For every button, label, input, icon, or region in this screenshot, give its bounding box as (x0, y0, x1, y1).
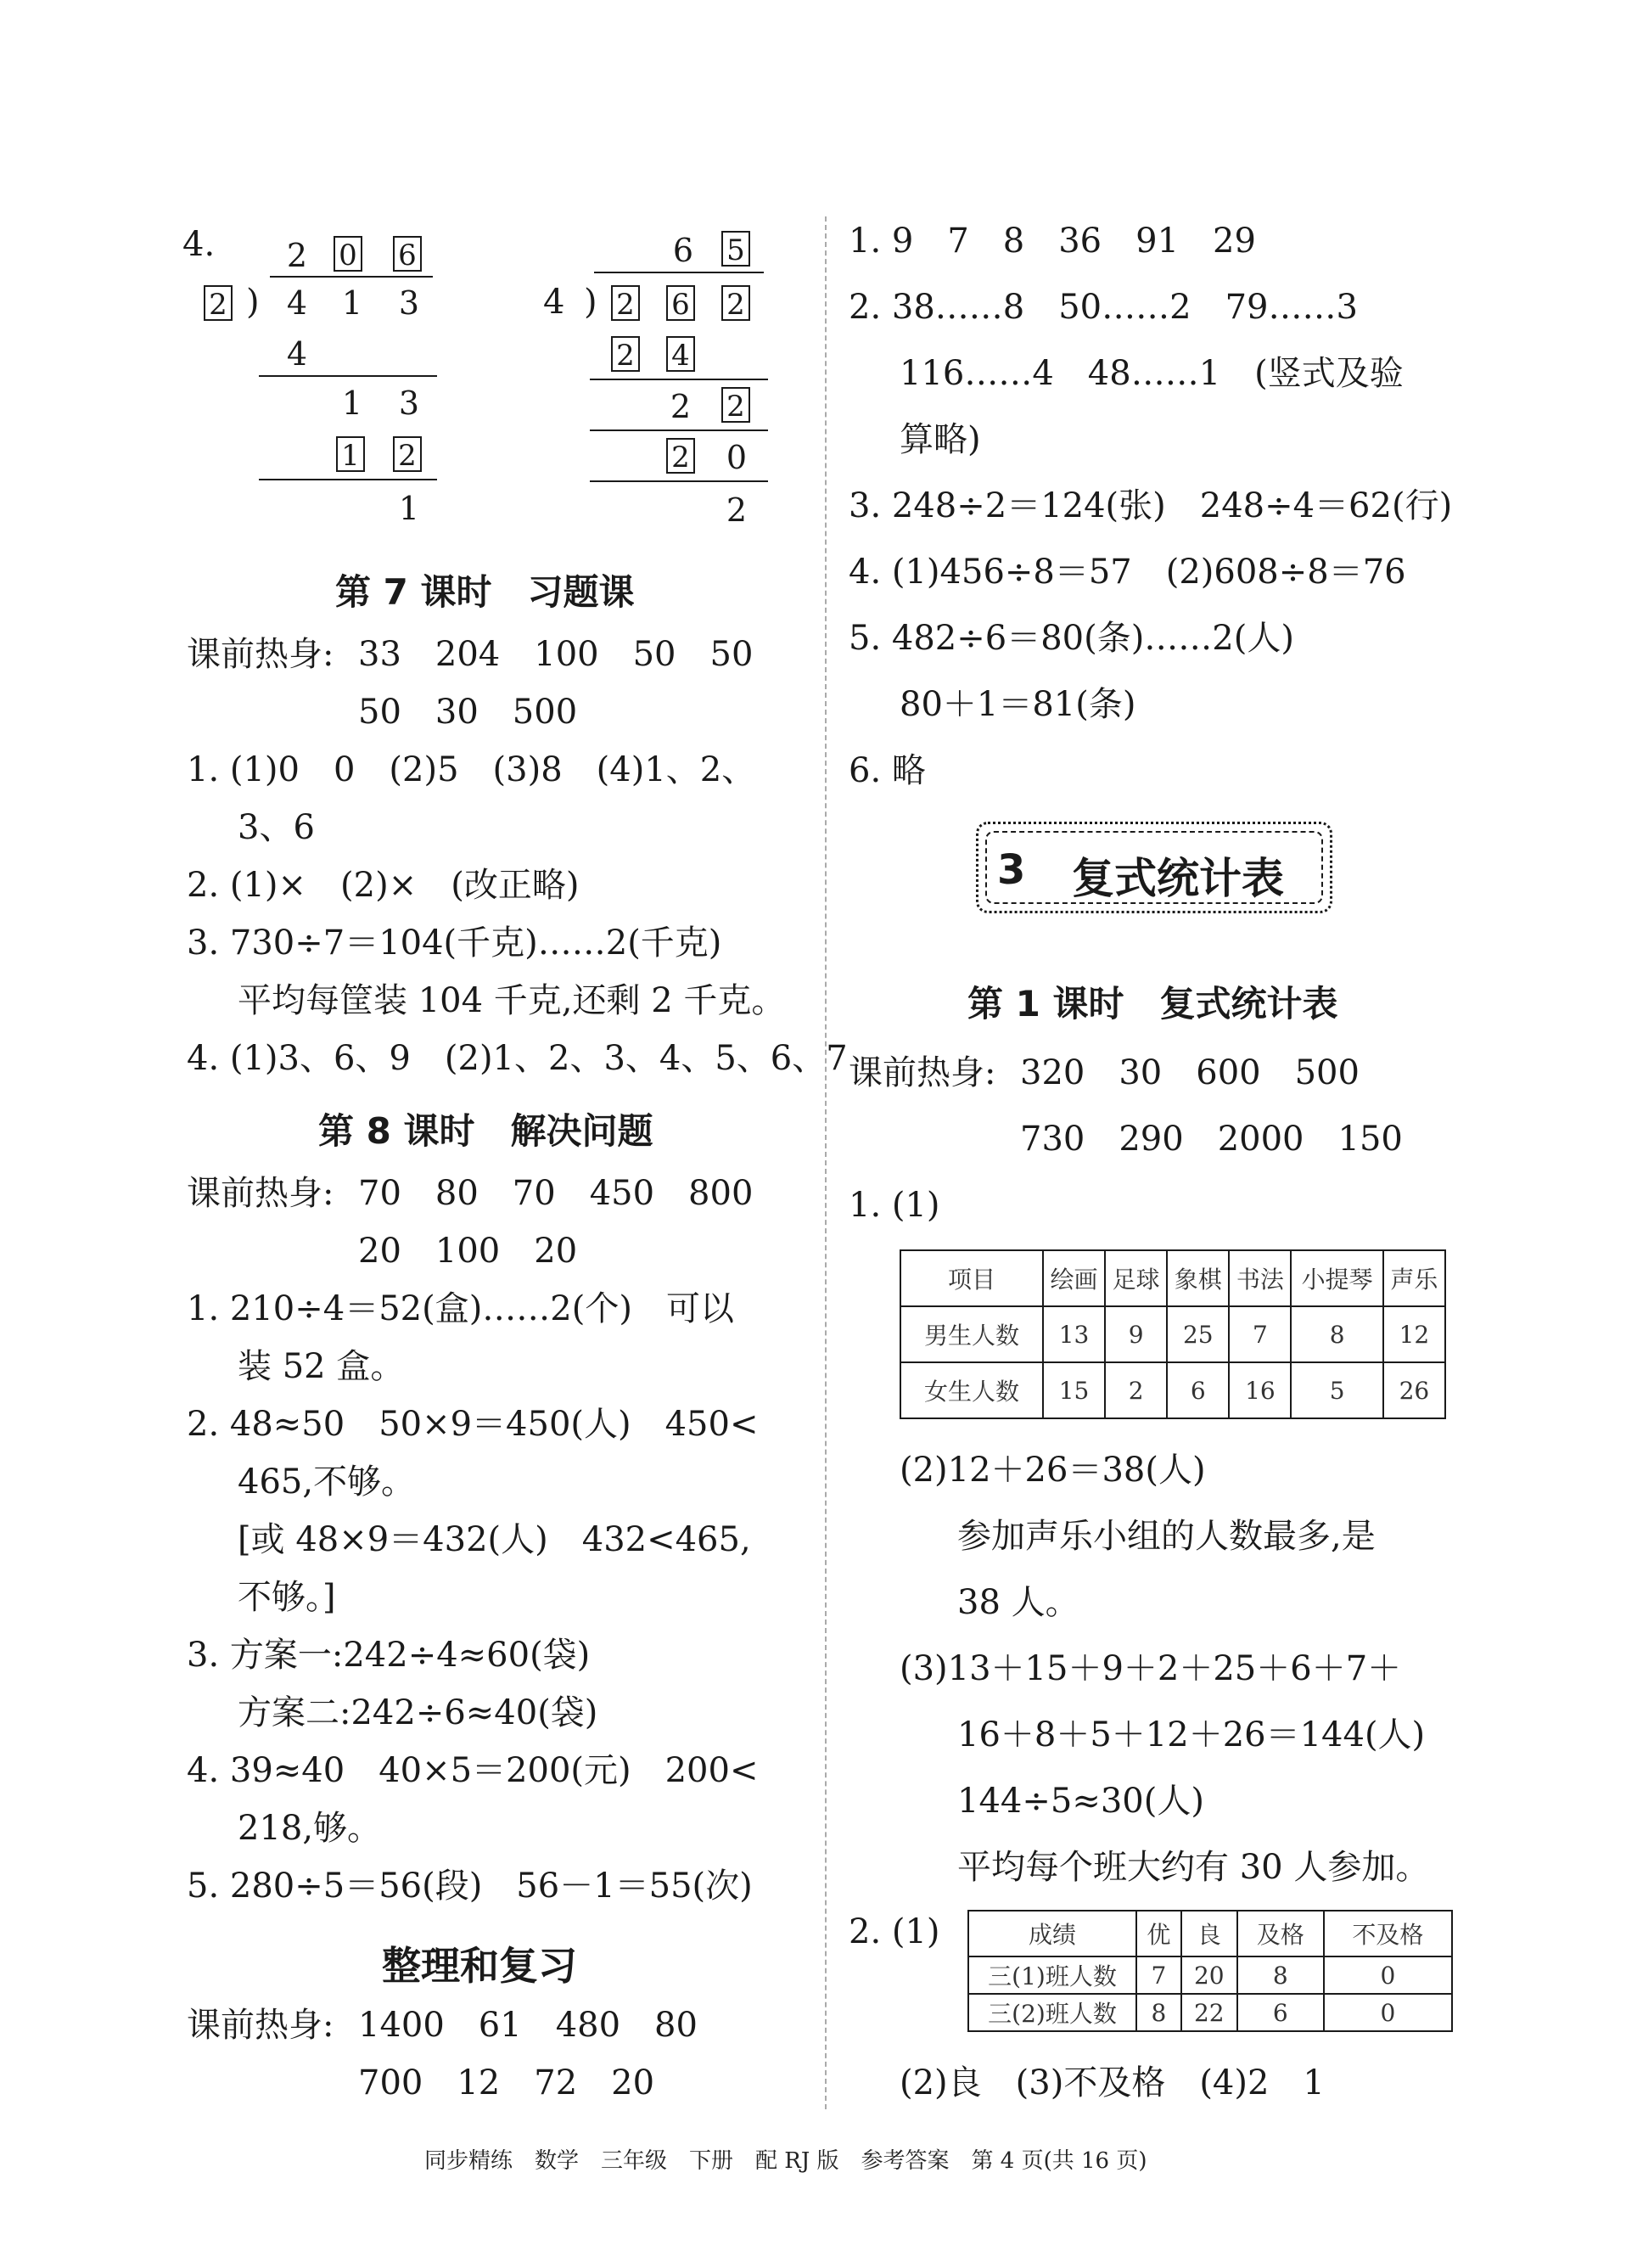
div2-step1-2: 4 (666, 336, 695, 372)
lesson8-item: 方案二:242÷6≈40(袋) (238, 1693, 598, 1732)
lesson8-item: 3. 方案一:242÷4≈60(袋) (187, 1636, 591, 1675)
review-warmup-label: 课前热身: (187, 2006, 334, 2045)
lesson7-title: 第 7 课时 习题课 (335, 571, 635, 613)
q1-line: (2)12＋26＝38(人) (900, 1451, 1206, 1490)
lesson7-warmup-line1: 33 204 100 50 50 (358, 635, 754, 674)
div1-bracket: ) (246, 283, 260, 322)
div1-quotient-3: 6 (393, 236, 422, 272)
lesson8-warmup-line1: 70 80 70 450 800 (358, 1174, 754, 1213)
div2-divisor: 4 (543, 283, 565, 322)
div2-dividend-3: 2 (721, 285, 750, 321)
table-1-header: 项目 (900, 1250, 1043, 1306)
lesson8-item: 4. 39≈40 40×5＝200(元) 200< (187, 1751, 759, 1790)
lesson1-q2-label: 2. (1) (849, 1912, 940, 1951)
lesson7-warmup-label: 课前热身: (187, 635, 334, 674)
lesson8-item: 装 52 盒。 (238, 1347, 405, 1386)
right-item: 算略) (900, 420, 981, 459)
table-row: 三(1)班人数 7 20 8 0 (968, 1956, 1452, 1994)
unit-title: 复式统计表 (1072, 854, 1284, 903)
table-row: 女生人数 15 2 6 16 5 26 (900, 1362, 1445, 1418)
div2-quotient-2: 5 (721, 231, 750, 267)
column-divider (825, 216, 827, 2109)
q2-rest: (2)良 (3)不及格 (4)2 1 (900, 2063, 1325, 2102)
div2-step1-1: 2 (611, 336, 640, 372)
right-item: 4. (1)456÷8＝57 (2)608÷8＝76 (849, 553, 1406, 592)
div1-quotient-1: 2 (286, 237, 308, 274)
lesson1-warmup-line1: 320 30 600 500 (1020, 1053, 1360, 1092)
lesson8-item: 不够。] (238, 1578, 336, 1617)
table-1-header: 声乐 (1383, 1250, 1445, 1306)
table-1-header: 象棋 (1167, 1250, 1229, 1306)
table-1-header: 书法 (1229, 1250, 1291, 1306)
lesson8-item: 5. 280÷5＝56(段) 56－1＝55(次) (187, 1867, 753, 1906)
right-item: 6. 略 (849, 751, 926, 790)
q4-label: 4. (182, 225, 216, 264)
lesson7-warmup-line2: 50 30 500 (358, 693, 578, 732)
table-2-header: 及格 (1237, 1911, 1324, 1956)
div1-step3-1: 1 (336, 436, 365, 472)
div1-divisor: 2 (204, 285, 233, 321)
div2-step3-1: 2 (666, 438, 695, 474)
div1-step2-1: 1 (341, 385, 363, 422)
div2-step2-2: 2 (721, 387, 750, 423)
div1-dividend-3: 3 (398, 284, 420, 322)
lesson7-item: 3. 730÷7＝104(千克)……2(千克) (187, 923, 722, 963)
lesson8-item: 1. 210÷4＝52(盒)……2(个) 可以 (187, 1289, 734, 1328)
right-item: 116……4 48……1 (竖式及验 (900, 354, 1404, 393)
div2-quotient-1: 6 (672, 232, 694, 269)
table-2 (967, 1910, 1453, 2032)
table-2-header: 不及格 (1324, 1911, 1452, 1956)
table-row: 三(2)班人数 8 22 6 0 (968, 1994, 1452, 2031)
lesson7-item: 1. (1)0 0 (2)5 (3)8 (4)1、2、 (187, 750, 756, 789)
right-item: 80＋1＝81(条) (900, 685, 1136, 724)
review-title: 整理和复习 (382, 1943, 577, 1989)
lesson8-title: 第 8 课时 解决问题 (318, 1110, 653, 1152)
right-item: 2. 38……8 50……2 79……3 (849, 288, 1358, 327)
lesson1-title: 第 1 课时 复式统计表 (967, 983, 1338, 1025)
div1-dividend-1: 4 (286, 284, 308, 322)
table-2-header: 良 (1181, 1911, 1237, 1956)
div2-bracket: ) (584, 283, 597, 322)
right-item: 3. 248÷2＝124(张) 248÷4＝62(行) (849, 486, 1453, 525)
unit-number: 3 (997, 846, 1026, 894)
table-2-header: 优 (1136, 1911, 1181, 1956)
q1-line: 参加声乐小组的人数最多,是 (957, 1517, 1376, 1556)
q1-line: 144÷5≈30(人) (957, 1782, 1204, 1821)
div1-dividend-2: 1 (341, 284, 363, 322)
table-1-header: 绘画 (1043, 1250, 1105, 1306)
review-warmup-line1: 1400 61 480 80 (358, 2006, 698, 2045)
table-1-header: 足球 (1105, 1250, 1167, 1306)
lesson8-item: 2. 48≈50 50×9＝450(人) 450< (187, 1405, 759, 1444)
lesson7-item: 3、6 (238, 808, 315, 847)
div2-dividend-2: 6 (666, 285, 695, 321)
div1-remainder: 1 (398, 490, 420, 527)
div1-step2-2: 3 (398, 385, 420, 422)
lesson8-item: 218,够。 (238, 1809, 382, 1848)
table-1 (900, 1249, 1446, 1419)
table-1-header: 小提琴 (1291, 1250, 1382, 1306)
unit-title-box (976, 822, 1332, 913)
div2-dividend-1: 2 (611, 285, 640, 321)
right-item: 5. 482÷6＝80(条)……2(人) (849, 619, 1294, 658)
div2-remainder: 2 (726, 491, 748, 529)
q1-line: 38 人。 (957, 1583, 1079, 1622)
table-2-header: 成绩 (968, 1911, 1136, 1956)
q1-line: 平均每个班大约有 30 人参加。 (957, 1848, 1430, 1887)
lesson1-q1-label: 1. (1) (849, 1186, 940, 1225)
lesson7-item: 4. (1)3、6、9 (2)1、2、3、4、5、6、7 (187, 1039, 848, 1078)
div1-quotient-2: 0 (334, 236, 362, 272)
q1-line: (3)13＋15＋9＋2＋25＋6＋7＋ (900, 1649, 1402, 1688)
lesson7-item: 2. (1)× (2)× (改正略) (187, 866, 580, 905)
lesson8-warmup-label: 课前热身: (187, 1174, 334, 1213)
q1-line: 16＋8＋5＋12＋26＝144(人) (957, 1715, 1426, 1754)
page-footer: 同步精练 数学 三年级 下册 配 RJ 版 参考答案 第 4 页(共 16 页) (424, 2148, 1147, 2174)
lesson1-warmup-label: 课前热身: (849, 1053, 996, 1092)
lesson7-item: 平均每筐装 104 千克,还剩 2 千克。 (238, 981, 786, 1020)
div1-step1: 4 (286, 335, 308, 373)
table-row: 男生人数 13 9 25 7 8 12 (900, 1306, 1445, 1362)
lesson8-item: [或 48×9＝432(人) 432<465, (238, 1520, 751, 1559)
div1-step3-2: 2 (393, 436, 422, 472)
lesson8-warmup-line2: 20 100 20 (358, 1232, 578, 1271)
div2-step3-2: 0 (726, 439, 748, 476)
div2-step2-1: 2 (670, 388, 692, 425)
review-warmup-line2: 700 12 72 20 (358, 2063, 655, 2102)
right-item: 1. 9 7 8 36 91 29 (849, 222, 1256, 261)
lesson8-item: 465,不够。 (238, 1462, 416, 1502)
lesson1-warmup-line2: 730 290 2000 150 (1020, 1120, 1403, 1159)
